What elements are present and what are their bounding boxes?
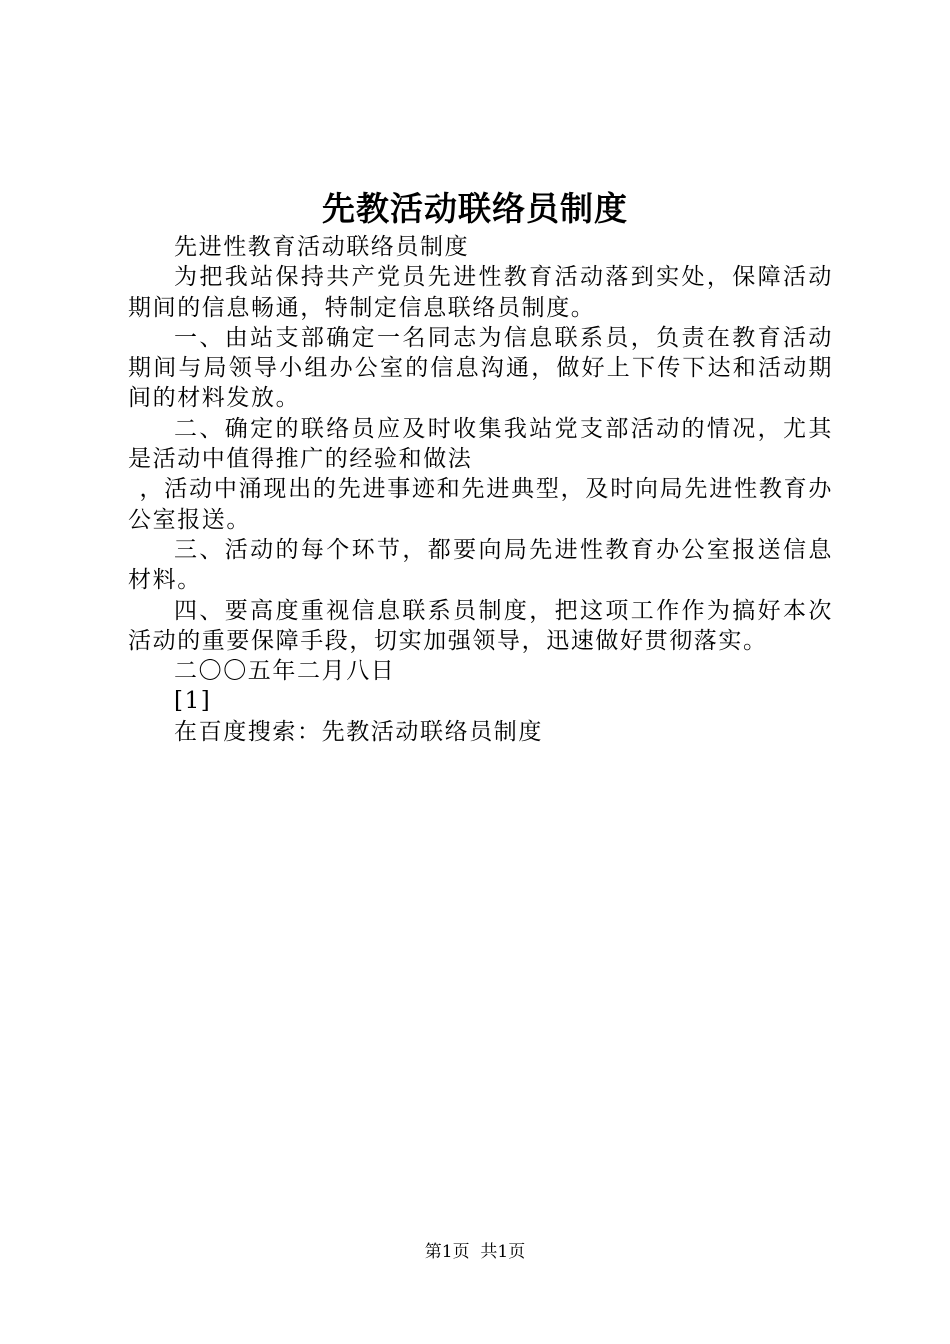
paragraph-date: 二〇〇五年二月八日 (174, 658, 396, 685)
page-number: 第1页 (424, 1242, 470, 1262)
document-body (128, 232, 833, 747)
paragraph-search-note: 在百度搜索：先教活动联络员制度 (174, 718, 543, 745)
paragraph-heading: 先进性教育活动联络员制度 (174, 234, 470, 260)
paragraph-intro: 为把我站保持共产党员先进性教育活动落到实处，保障活动期间的信息畅通，特制定信息联络员制度。 (128, 264, 833, 321)
page-total: 共1页 (480, 1242, 526, 1262)
document-title: 先教活动联络员制度 (322, 189, 628, 228)
paragraph-item-2: 二、确定的联络员应及时收集我站党支部活动的情况，尤其是活动中值得推广的经验和做法 (128, 415, 833, 473)
paragraph-item-3: 三、活动的每个环节，都要向局先进性教育办公室报送信息材料。 (128, 536, 833, 594)
paragraph-item-2-continued: ，活动中涌现出的先进事迹和先进典型，及时向局先进性教育办公室报送。 (128, 476, 833, 533)
page-footer (0, 1240, 950, 1264)
paragraph-item-1: 一、由站支部确定一名同志为信息联系员，负责在教育活动期间与局领导小组办公室的信息沟通，做好上下传下达和活动期间的材料发放。 (128, 324, 833, 412)
paragraph-item-4: 四、要高度重视信息联系员制度，把这项工作作为搞好本次活动的重要保障手段，切实加强领导，迅速做好贯彻落实。 (128, 597, 833, 654)
paragraph-reference: [1] (174, 688, 212, 715)
